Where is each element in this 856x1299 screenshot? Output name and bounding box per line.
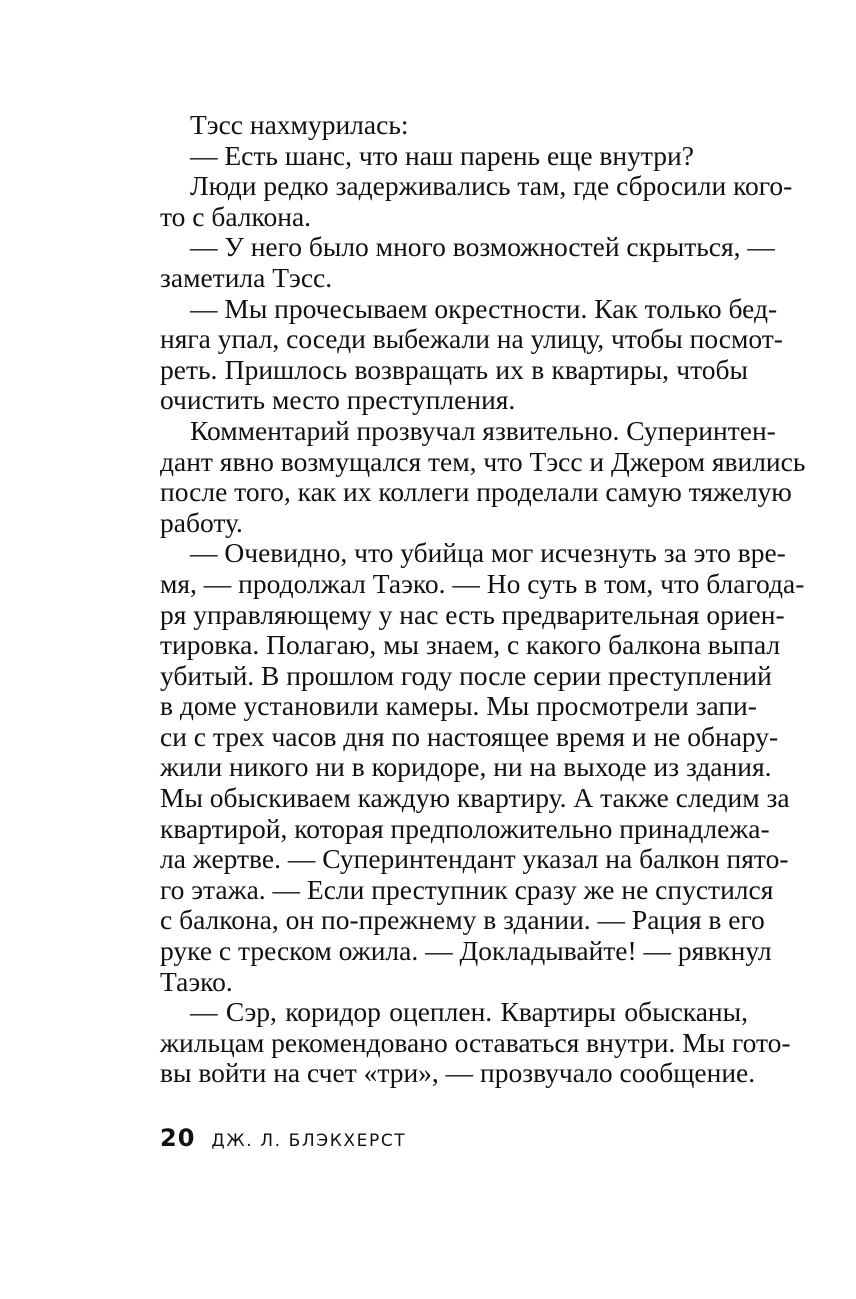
text-line: Мы обыскиваем каждую квартиру. А также следим за bbox=[160, 782, 790, 814]
text-line: ря управляющему у нас есть предварительная ориен- bbox=[160, 598, 785, 630]
text-line: убитый. В прошлом году после серии преступлений bbox=[160, 659, 772, 691]
text-line: — Очевидно, что убийца мог исчезнуть за это вре- bbox=[190, 537, 786, 569]
text-line: — Есть шанс, что наш парень еще внутри? bbox=[190, 139, 694, 171]
text-line: заметила Тэсс. bbox=[160, 261, 333, 293]
text-line: после того, как их коллеги проделали самую тяжелую bbox=[160, 476, 792, 508]
running-head-author: ДЖ. Л. БЛЭКХЕРСТ bbox=[211, 1131, 407, 1151]
text-line: — У него было много возможностей скрыться, — bbox=[190, 231, 775, 263]
text-line: дант явно возмущался тем, что Тэсс и Джером явились bbox=[160, 445, 806, 477]
text-line: реть. Пришлось возвращать их в квартиры, чтобы bbox=[160, 353, 748, 385]
page-number: 20 bbox=[160, 1124, 196, 1152]
text-line: то с балкона. bbox=[160, 200, 312, 232]
text-line: жильцам рекомендовано оставаться внутри. Мы гото- bbox=[160, 1026, 791, 1058]
text-line: ла жертве. — Суперинтендант указал на балкон пято- bbox=[160, 843, 789, 875]
text-line: Люди редко задерживались там, где сбросили кого- bbox=[190, 170, 793, 202]
text-line: с балкона, он по-прежнему в здании. — Рация в его bbox=[160, 904, 765, 936]
text-line: работу. bbox=[160, 506, 243, 538]
text-line: очистить место преступления. bbox=[160, 384, 516, 416]
body-text bbox=[160, 109, 806, 1089]
text-line: Таэко. bbox=[160, 965, 233, 997]
text-line: няга упал, соседи выбежали на улицу, чтобы посмот- bbox=[160, 323, 783, 355]
text-line: Тэсс нахмурилась: bbox=[190, 109, 409, 140]
text-line: жили никого ни в коридоре, ни на выходе из здания. bbox=[160, 751, 772, 783]
text-line: си с трех часов дня по настоящее время и не обнару- bbox=[160, 720, 779, 752]
text-line: мя, — продолжал Таэко. — Но суть в том, что благода- bbox=[160, 567, 805, 599]
text-line: — Сэр, коридор оцеплен. Квартиры обысканы, bbox=[190, 996, 748, 1028]
text-line: вы войти на счет «три», — прозвучало сообщение. bbox=[160, 1057, 756, 1089]
text-line: руке с треском ожила. — Докладывайте! — рявкнул bbox=[160, 935, 772, 967]
page-footer bbox=[160, 1124, 406, 1154]
text-line: Комментарий прозвучал язвительно. Суперинтен- bbox=[190, 414, 776, 446]
text-line: в доме установили камеры. Мы просмотрели запи- bbox=[160, 690, 757, 722]
text-line: тировка. Полагаю, мы знаем, с какого балкона выпал bbox=[160, 629, 781, 661]
text-line: квартирой, которая предположительно принадлежа- bbox=[160, 812, 770, 844]
text-line: го этажа. — Если преступник сразу же не спустился bbox=[160, 873, 774, 905]
text-line: — Мы прочесываем окрестности. Как только бед- bbox=[190, 292, 778, 324]
